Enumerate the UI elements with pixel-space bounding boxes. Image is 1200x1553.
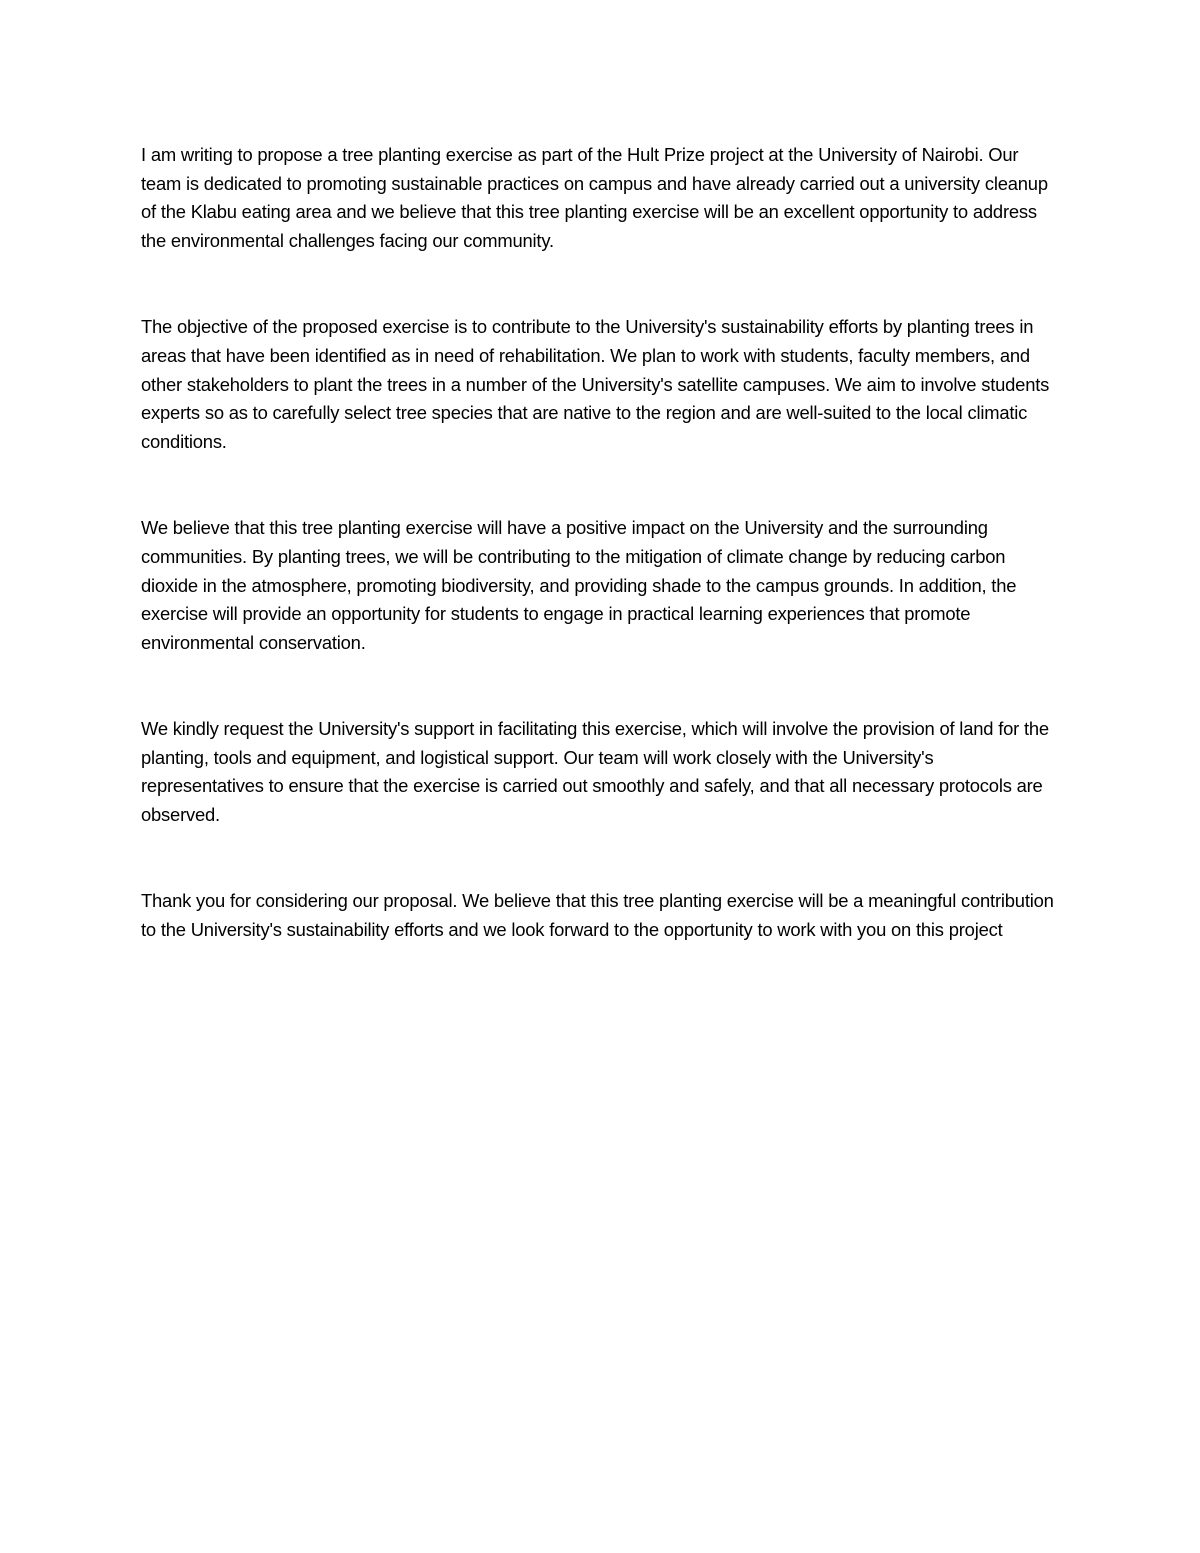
paragraph-intro: I am writing to propose a tree planting exercise as part of the Hult Prize project at the University of Nairobi. Our team is dedicated to promoting sustainable practices on campus and have already carried out a university cleanup of the Klabu eating area and we believe that this tree planting exercise will be an excellent opportunity to address the environmental challenges facing our community. (141, 144, 1048, 252)
paragraph-spacer (141, 830, 1061, 887)
paragraph-spacer (141, 457, 1061, 514)
paragraph-closing: Thank you for considering our proposal. We believe that this tree planting exercise will be a meaningful contribution to the University's sustainability efforts and we look forward to the opportunity to work with you on this project (141, 890, 1054, 940)
paragraph-objective: The objective of the proposed exercise is to contribute to the University's sustainability efforts by planting trees in areas that have been identified as in need of rehabilitation. We plan to work with students, faculty members, and other stakeholders to plant the trees in a number of the University's satellite campuses. We aim to involve students experts so as to carefully select tree species that are native to the region and are well-suited to the local climatic conditions. (141, 316, 1050, 453)
paragraph-request: We kindly request the University's support in facilitating this exercise, which will involve the provision of land for the planting, tools and equipment, and logistical support. Our team will work closely with the University's representatives to ensure that the exercise is carried out smoothly and safely, and that all necessary protocols are observed. (141, 718, 1049, 826)
paragraph-impact: We believe that this tree planting exercise will have a positive impact on the University and the surrounding communities. By planting trees, we will be contributing to the mitigation of climate change by reducing carbon dioxide in the atmosphere, promoting biodiversity, and providing shade to the campus grounds. In addition, the exercise will provide an opportunity for students to engage in practical learning experiences that promote environmental conservation. (141, 517, 1017, 653)
paragraph-spacer (141, 658, 1061, 715)
letter-body (141, 141, 1061, 945)
paragraph-spacer (141, 256, 1061, 313)
